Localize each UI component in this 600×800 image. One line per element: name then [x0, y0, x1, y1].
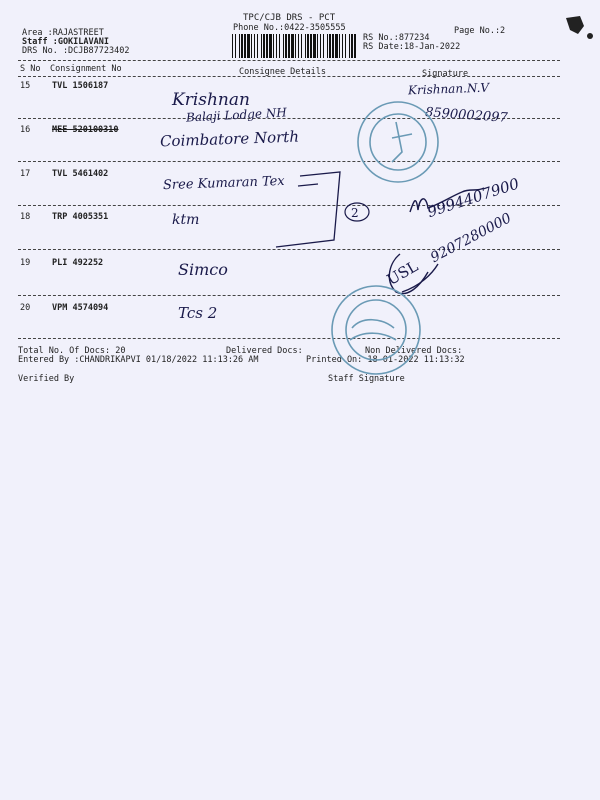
handwritten-balaji-lodge: Balaji Lodge NH [185, 105, 288, 125]
delivered-docs: Delivered Docs: [226, 346, 303, 356]
verified-by: Verified By [18, 374, 75, 384]
center-title: TPC/CJB DRS - PCT [243, 13, 336, 23]
barcode-bar [269, 34, 272, 58]
barcode-bar [354, 34, 356, 58]
rs-number: RS No.:877234 [363, 33, 430, 43]
entered-by: Entered By :CHANDRIKAPVI 01/18/2022 11:13:26 AM [18, 355, 259, 365]
barcode-bar [241, 34, 243, 58]
barcode-bar [327, 34, 328, 58]
barcode-bar [351, 34, 353, 58]
handwritten-circled-number: 2 [351, 206, 359, 220]
barcode-bar [266, 34, 268, 58]
row-consignment: PLI 492252 [52, 258, 104, 268]
barcode-bar [263, 34, 265, 58]
barcode-bar [288, 34, 290, 58]
barcode-bar [285, 34, 287, 58]
barcode-bar [345, 34, 346, 58]
row-consignment: MEE 520100310 [52, 125, 119, 135]
barcode-bar [232, 34, 233, 58]
divider [18, 338, 560, 339]
handwritten-tcs: Tcs 2 [178, 304, 218, 322]
row-sno: 20 [20, 303, 31, 313]
divider [18, 249, 560, 250]
handwritten-coimbatore-north: Coimbatore North [159, 127, 300, 151]
row-sno: 18 [20, 212, 31, 222]
area-label: Area :RAJASTREET [22, 28, 104, 38]
barcode-bar [251, 34, 252, 58]
barcode-bar [247, 34, 250, 58]
staff-signature: Staff Signature [328, 374, 405, 384]
divider [18, 295, 560, 296]
barcode-bar [313, 34, 316, 58]
barcode-bar [332, 34, 334, 58]
barcode-bar [298, 34, 299, 58]
barcode-bar [295, 34, 296, 58]
barcode-bar [283, 34, 284, 58]
barcode-bar [291, 34, 294, 58]
barcode-bar [273, 34, 274, 58]
barcode-bar [257, 34, 258, 58]
handwritten-phone-1: 8590002097 [424, 105, 509, 126]
barcode-bar [349, 34, 350, 58]
total-docs: Total No. Of Docs: 20 [18, 346, 126, 356]
phone-number: Phone No.:0422-3505555 [233, 23, 346, 33]
row-sno: 16 [20, 125, 31, 135]
handwritten-sree-kumaran: Sree Kumaran Tex [162, 173, 285, 194]
row-consignment: TVL 5461402 [52, 169, 109, 179]
barcode-bar [310, 34, 312, 58]
barcode-bar [239, 34, 240, 58]
barcode-bar [261, 34, 262, 58]
handwritten-phone-2: 9994407900 [425, 174, 522, 222]
barcode-bar [301, 34, 302, 58]
handwritten-ktm: ktm [172, 212, 200, 228]
column-header-signature: Signature [422, 69, 469, 79]
barcode [232, 34, 358, 58]
barcode-bar [317, 34, 318, 58]
corner-mark [566, 16, 593, 39]
handwritten-phone-3: 9207280000 [428, 210, 515, 267]
page-number: Page No.:2 [454, 26, 506, 36]
barcode-bar [244, 34, 246, 58]
barcode-bar [339, 34, 340, 58]
row-consignment: VPM 4574094 [52, 303, 109, 313]
barcode-bar [307, 34, 309, 58]
handwritten-krishnan-nv: Krishnan.N.V [407, 80, 490, 98]
barcode-bar [235, 34, 236, 58]
barcode-bar [329, 34, 331, 58]
column-header-consignment: Consignment No [50, 64, 122, 74]
drs-number: DRS No. :DCJB87723402 [22, 46, 130, 56]
column-header-sno: S No [20, 64, 41, 74]
divider [18, 60, 560, 61]
barcode-bar [254, 34, 255, 58]
barcode-bar [279, 34, 280, 58]
barcode-bar [305, 34, 306, 58]
row-consignment: TVL 1506187 [52, 81, 109, 91]
handwritten-usl: USL [383, 256, 422, 290]
non-delivered-docs: Non Delivered Docs: [365, 346, 463, 356]
barcode-bar [342, 34, 343, 58]
barcode-bar [276, 34, 277, 58]
row-sno: 19 [20, 258, 31, 268]
row-sno: 15 [20, 81, 31, 91]
barcode-bar [335, 34, 338, 58]
column-header-details: Consignee Details [239, 67, 326, 77]
handwritten-krishnan: Krishnan [172, 90, 250, 110]
staff-label: Staff :GOKILAVANI [22, 37, 109, 47]
barcode-bar [323, 34, 324, 58]
rs-date: RS Date:18-Jan-2022 [363, 42, 461, 52]
handwritten-simco: Simco [178, 260, 228, 279]
barcode-bar [320, 34, 321, 58]
divider [18, 161, 560, 162]
divider [18, 76, 560, 77]
bracket-stroke [276, 172, 340, 247]
row-consignment: TRP 4005351 [52, 212, 109, 222]
row-sno: 17 [20, 169, 31, 179]
printed-on: Printed On: 18-01-2022 11:13:32 [306, 355, 465, 365]
